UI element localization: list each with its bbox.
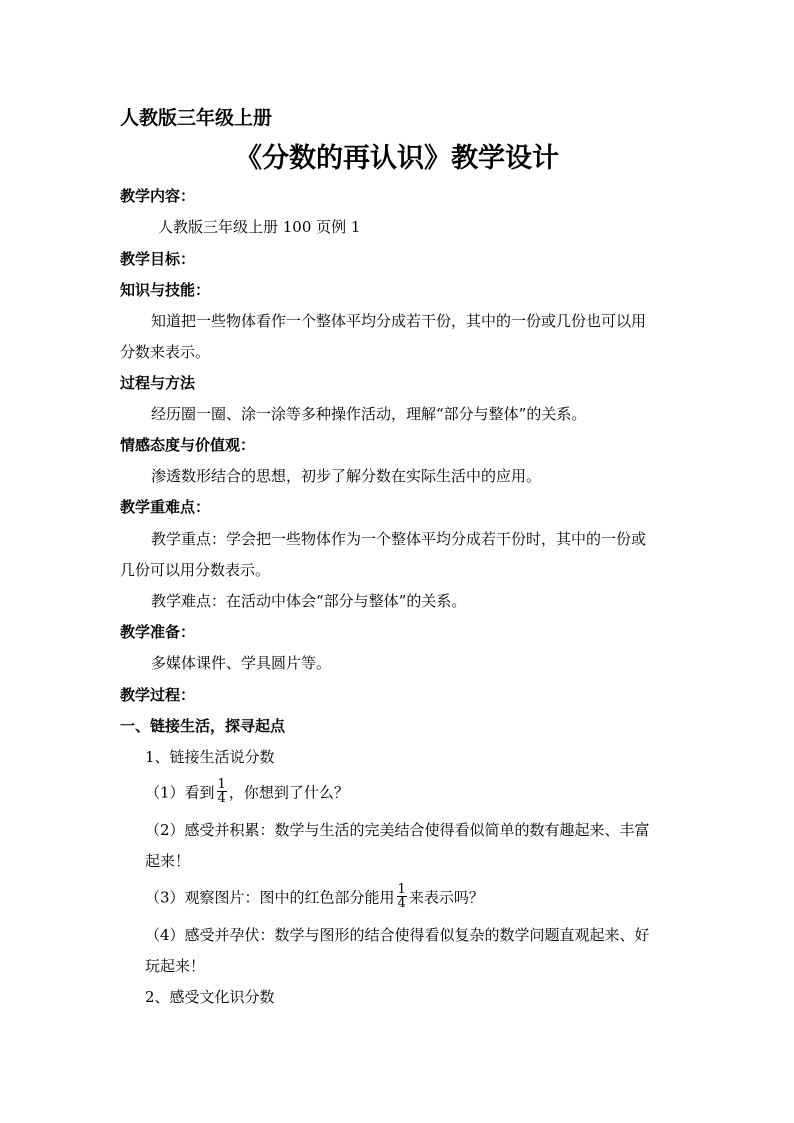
question-2-line1: （2）感受并积累：数学与生活的完美结合使得看似简单的数有趣起来、丰富 bbox=[145, 821, 650, 839]
difficulty-text: 教学难点：在活动中体会“部分与整体”的关系。 bbox=[151, 592, 467, 610]
fraction-numerator: 1 bbox=[217, 777, 226, 792]
section-heading-content: 教学内容： bbox=[120, 187, 196, 205]
step2-heading: 2、感受文化识分数 bbox=[145, 988, 275, 1006]
fraction-numerator: 1 bbox=[397, 882, 406, 897]
step1-heading: 1、链接生活说分数 bbox=[145, 748, 275, 766]
fraction-denominator: 4 bbox=[397, 896, 406, 911]
question-3 bbox=[145, 882, 484, 912]
key-point-line2: 几份可以用分数表示。 bbox=[120, 561, 271, 579]
question-3-before: （3）观察图片：图中的红色部分能用 bbox=[145, 888, 395, 907]
question-4-line1: （4）感受并孕伏：数学与图形的结合使得看似复杂的数学问题直观起来、好 bbox=[145, 926, 650, 944]
question-3-after: 来表示吗？ bbox=[408, 888, 484, 907]
fraction-one-quarter bbox=[397, 883, 407, 910]
section-heading-prep: 教学准备： bbox=[120, 623, 196, 641]
content-text: 人教版三年级上册 100 页例 1 bbox=[158, 218, 361, 236]
question-1 bbox=[145, 777, 349, 807]
fraction-denominator: 4 bbox=[217, 791, 226, 806]
prep-text: 多媒体课件、学具圆片等。 bbox=[151, 654, 332, 672]
question-4-line2: 玩起来！ bbox=[145, 957, 206, 975]
section-heading-process: 教学过程： bbox=[120, 686, 196, 704]
subheading-process: 过程与方法 bbox=[120, 374, 196, 392]
emotion-text: 渗透数形结合的思想，初步了解分数在实际生活中的应用。 bbox=[151, 467, 542, 485]
knowledge-text-line1: 知道把一些物体看作一个整体平均分成若干份，其中的一份或几份也可以用 bbox=[151, 312, 647, 330]
section-heading-goals: 教学目标： bbox=[120, 250, 196, 268]
knowledge-text-line2: 分数来表示。 bbox=[120, 343, 211, 361]
part1-heading: 一、链接生活，探寻起点 bbox=[120, 717, 286, 735]
doc-subtitle: 人教版三年级上册 bbox=[120, 107, 273, 129]
key-point-line1: 教学重点：学会把一些物体作为一个整体平均分成若干份时，其中的一份或 bbox=[151, 530, 647, 548]
process-text: 经历圈一圈、涂一涂等多种操作活动，理解“部分与整体”的关系。 bbox=[151, 405, 587, 423]
subheading-emotion: 情感态度与价值观： bbox=[120, 436, 256, 454]
question-1-after: ，你想到了什么？ bbox=[228, 783, 349, 802]
question-2-line2: 起来！ bbox=[145, 852, 191, 870]
section-heading-keypoints: 教学重难点： bbox=[120, 498, 211, 516]
fraction-one-quarter bbox=[217, 778, 227, 805]
question-1-before: （1）看到 bbox=[145, 783, 215, 802]
doc-title: 《分数的再认识》教学设计 bbox=[235, 143, 559, 174]
subheading-knowledge: 知识与技能： bbox=[120, 281, 211, 299]
